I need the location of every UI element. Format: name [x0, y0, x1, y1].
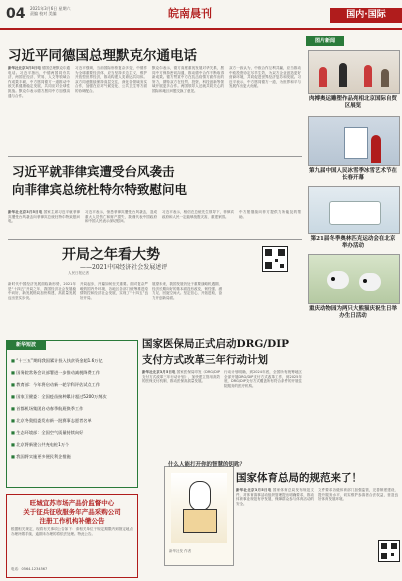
sidebar-photo-4 — [308, 254, 400, 304]
notice-body: 根据相关规定，现将有关事项公告如下：请相关单位于规定期限内到指定地点办理补缴手续，逾期未办理的将依法处理。特此公告。 — [11, 527, 133, 536]
news-item — [11, 415, 133, 427]
notice-title-line2: 关于征兵征收服务年产品采购公司 — [23, 508, 121, 516]
bullet-icon: ■ — [11, 406, 17, 411]
news-item — [11, 427, 133, 439]
sidebar-caption-4: 重庆动物园为两只大熊猫庆祝生日举办生日活动 — [308, 306, 397, 319]
article-body: 新华社北京3月5日电 国家体育总局发布规范文件，对体育赛事活动组织管理提出明确要求，推动体育事业规范有序发展，保障群众参与体育活动的安全。 — [236, 488, 314, 506]
article-subhead: ——2021中国经济社会发展述评 — [80, 264, 168, 271]
bullet-icon: ■ — [11, 370, 17, 375]
sidebar-caption-3: 第21届冬季奥林匹克运动会在北京举办活动 — [310, 236, 396, 249]
sidebar-photo-3 — [308, 186, 400, 234]
bullet-icon: ■ — [11, 394, 17, 399]
cartoon-caption: 什么人能打开你的智慧的钥匙？ — [168, 462, 246, 468]
article-body: 展望未来，我国发展仍处于重要战略机遇期，经济长期向好的基本面没有改变，韧性强、潜力足、回旋空间大。坚定信心，开拓进取，奋力开创新局面。 — [152, 282, 222, 300]
article-body: 习近平表示，相信在总统先生领导下，菲律宾政府和人民一定能够战胜灾害，重建家园。 — [162, 210, 234, 219]
cartoon-panel — [164, 466, 234, 566]
article-body: 默克尔表示，德方高度重视发展对华关系，愿同中方保持密切沟通，推动德中合作不断取得新成果。德方赞赏中方在抗击疫情方面作出的努力，期待双方在经贸、投资、科技创新等领域开展更多合作。两国领导人还就共同关心的国际和地区问题交换了意见。 — [152, 66, 224, 93]
news-item — [11, 403, 133, 415]
notice-footer: 电话：0564-1234567 — [11, 567, 48, 571]
section-tab: 国内·国际 — [330, 8, 402, 23]
article-byline: 人民日报记者 — [68, 271, 89, 275]
article-body: 新华社北京3月5日电 国家主席习近平就菲律宾遭受台风袭击向菲律宾总统杜特尔特致慰问电。 — [8, 210, 80, 224]
news-item-text: 国家卫健委：全国疫苗接种累计超过5200万剂次 — [16, 394, 107, 399]
article-headline-line2: 向菲律宾总统杜特尔特致慰问电 — [12, 182, 188, 197]
sidebar-tag: 图片新闻 — [306, 36, 344, 46]
news-item-text: 生态环境部：全国空气质量持续向好 — [16, 430, 84, 435]
news-item — [11, 391, 133, 403]
article-headline-line1: 国家医保局正式启动DRG/DIP — [142, 338, 290, 350]
news-item-text: 北京冬奥组委发布新一批赛事志愿者名单 — [16, 418, 92, 423]
news-box-tag: 新华短波 — [6, 340, 46, 350]
news-item-text: “十三五”期间我国累计投入扶贫资金超1.6万亿 — [16, 358, 103, 363]
news-item-text: 教育部：今年将启动新一轮学科评估试点工作 — [16, 382, 101, 387]
article-headline: 国家体育总局的规范来了！ — [236, 472, 362, 484]
notice-title-line1: 旺城宜苏市场产品价监督中心 — [29, 499, 115, 507]
dateline: 新华社北京3月5日电 — [8, 66, 41, 70]
bullet-icon: ■ — [11, 418, 17, 423]
news-item — [11, 439, 133, 451]
article-body: 新华社北京3月5日电 国家医保局印发《DRG/DIP支付方式改革三年行动计划》，加快建立管用高效的医保支付机制，推动医保高质量发展。 — [142, 370, 220, 384]
dateline: 新华社北京3月5日电 — [8, 210, 43, 214]
article-body: 双方一致认为，中欧合作互利共赢，应当推动中欧投资协定尽早生效，为双方企业创造更好营商环境，共同促进世界经济复苏和发展。习近平表示，中方愿同德方一道，为世界和平与发展作出更大贡献。 — [229, 66, 301, 89]
article-headline: 习近平同德国总理默克尔通电话 — [8, 48, 197, 64]
news-item — [11, 355, 133, 367]
article-body: 行动计划明确，到2024年底，全国所有统筹地区全部开展DRG/DIP支付方式改革工作，到2025年底，DRG/DIP支付方式覆盖所有符合条件的开展住院服务的医疗机构。 — [224, 370, 302, 388]
sidebar-photo-2 — [308, 116, 400, 166]
article-body: 开局起步，开篇如何至关重要。面对复杂严峻的国内外环境，各地区各部门统筹推进疫情防控和经济社会发展，实现了“十四五”良好开局。 — [80, 282, 148, 300]
bullet-icon: ■ — [11, 382, 17, 387]
sidebar-caption-1: 肉搏奥运雕塑作品亮相北京国际自贸区展览 — [308, 96, 397, 109]
news-item-text: 国务院常务会议部署进一步推动减税降费工作 — [16, 370, 101, 375]
bullet-icon: ■ — [11, 454, 17, 459]
news-briefs-box — [6, 340, 138, 488]
news-item — [11, 367, 133, 379]
divider — [8, 239, 302, 240]
bullet-icon: ■ — [11, 430, 17, 435]
divider — [8, 156, 302, 157]
masthead-logo: 皖南晨刊 — [168, 7, 212, 20]
article-body: 文件要求各级体育部门加强监管，完善制度建设，提升服务水平，切实维护参赛者合法权益，营造良好体育发展环境。 — [318, 488, 398, 502]
issue-info — [30, 6, 120, 16]
article-body: 习近平强调，当前国际形势复杂多变，中德作为全球重要经济体，应当坚持多边主义，维护开放型世界经济，推动构建人类命运共同体。双方同意继续保持高层交往，深化各领域务实合作，加强在应对气候变化、公共卫生等方面的协调配合。 — [75, 66, 147, 93]
cartoon-credit: 新华社发 作者 — [169, 549, 192, 553]
dateline: 新华社北京3月5日电 — [236, 488, 272, 492]
news-item — [11, 379, 133, 391]
notice-title-line3: 注册工作机构补缴公告 — [39, 517, 105, 525]
news-item-text: 我国将实施更多便民利企措施 — [16, 454, 71, 459]
qr-code-icon — [262, 246, 288, 272]
news-item-text: 首都机场集团启动春季航班换季工作 — [16, 406, 84, 411]
page-header — [0, 0, 402, 30]
bullet-icon: ■ — [11, 442, 17, 447]
article-headline: 开局之年看大势 — [62, 247, 160, 263]
dateline: 新华社北京3月5日电 — [142, 370, 176, 374]
article-body: 新华社北京3月5日电 德国总理默克尔通电话。习近平指出，中德两国同舟共济，两国在经济、贸易、人文等领域合作成果丰硕，中方愿同德方一道推动中欧关系健康稳定发展，共同应对全球性挑战。默克尔表示德方愿同中方加强沟通与合作。 — [8, 66, 70, 98]
header-rule — [0, 28, 402, 30]
photo-news-sidebar — [306, 36, 399, 362]
page-number: 04 — [6, 6, 26, 22]
article-headline-line1: 习近平就菲律宾遭受台风袭击 — [12, 164, 175, 179]
sidebar-caption-2: 第九届中国人民冰雪季冰雪艺术节在长春开幕 — [308, 168, 397, 181]
news-items-list — [11, 355, 133, 463]
editor-info: 责编 校对 美编 — [30, 11, 57, 16]
qr-code-icon — [378, 540, 400, 562]
cartoon-illustration — [171, 473, 227, 543]
article-body: 新时代中国经济发展面临新形势，2021年是“十四五”开局之年，我国经济社会发展稳中向好，新发展格局加快构建，高质量发展迈出坚实步伐。 — [8, 282, 76, 300]
article-body: 习近平表示，惊悉菲律宾遭受台风袭击，造成重大人员伤亡和财产损失，我谨代表中国政府和中国人民表示深切慰问。 — [85, 210, 157, 224]
article-body: 中方愿继续向菲方提供力所能及的帮助。 — [239, 210, 301, 219]
notice-box — [6, 494, 138, 578]
news-item-text: 北京将新建公共充电桩1万个 — [16, 442, 70, 447]
news-item — [11, 451, 133, 463]
issue-date: 2021年3月6日 星期六 — [30, 6, 71, 11]
sidebar-photo-1 — [308, 50, 400, 94]
article-headline-line2: 支付方式改革三年行动计划 — [142, 354, 268, 366]
bullet-icon: ■ — [11, 358, 17, 363]
